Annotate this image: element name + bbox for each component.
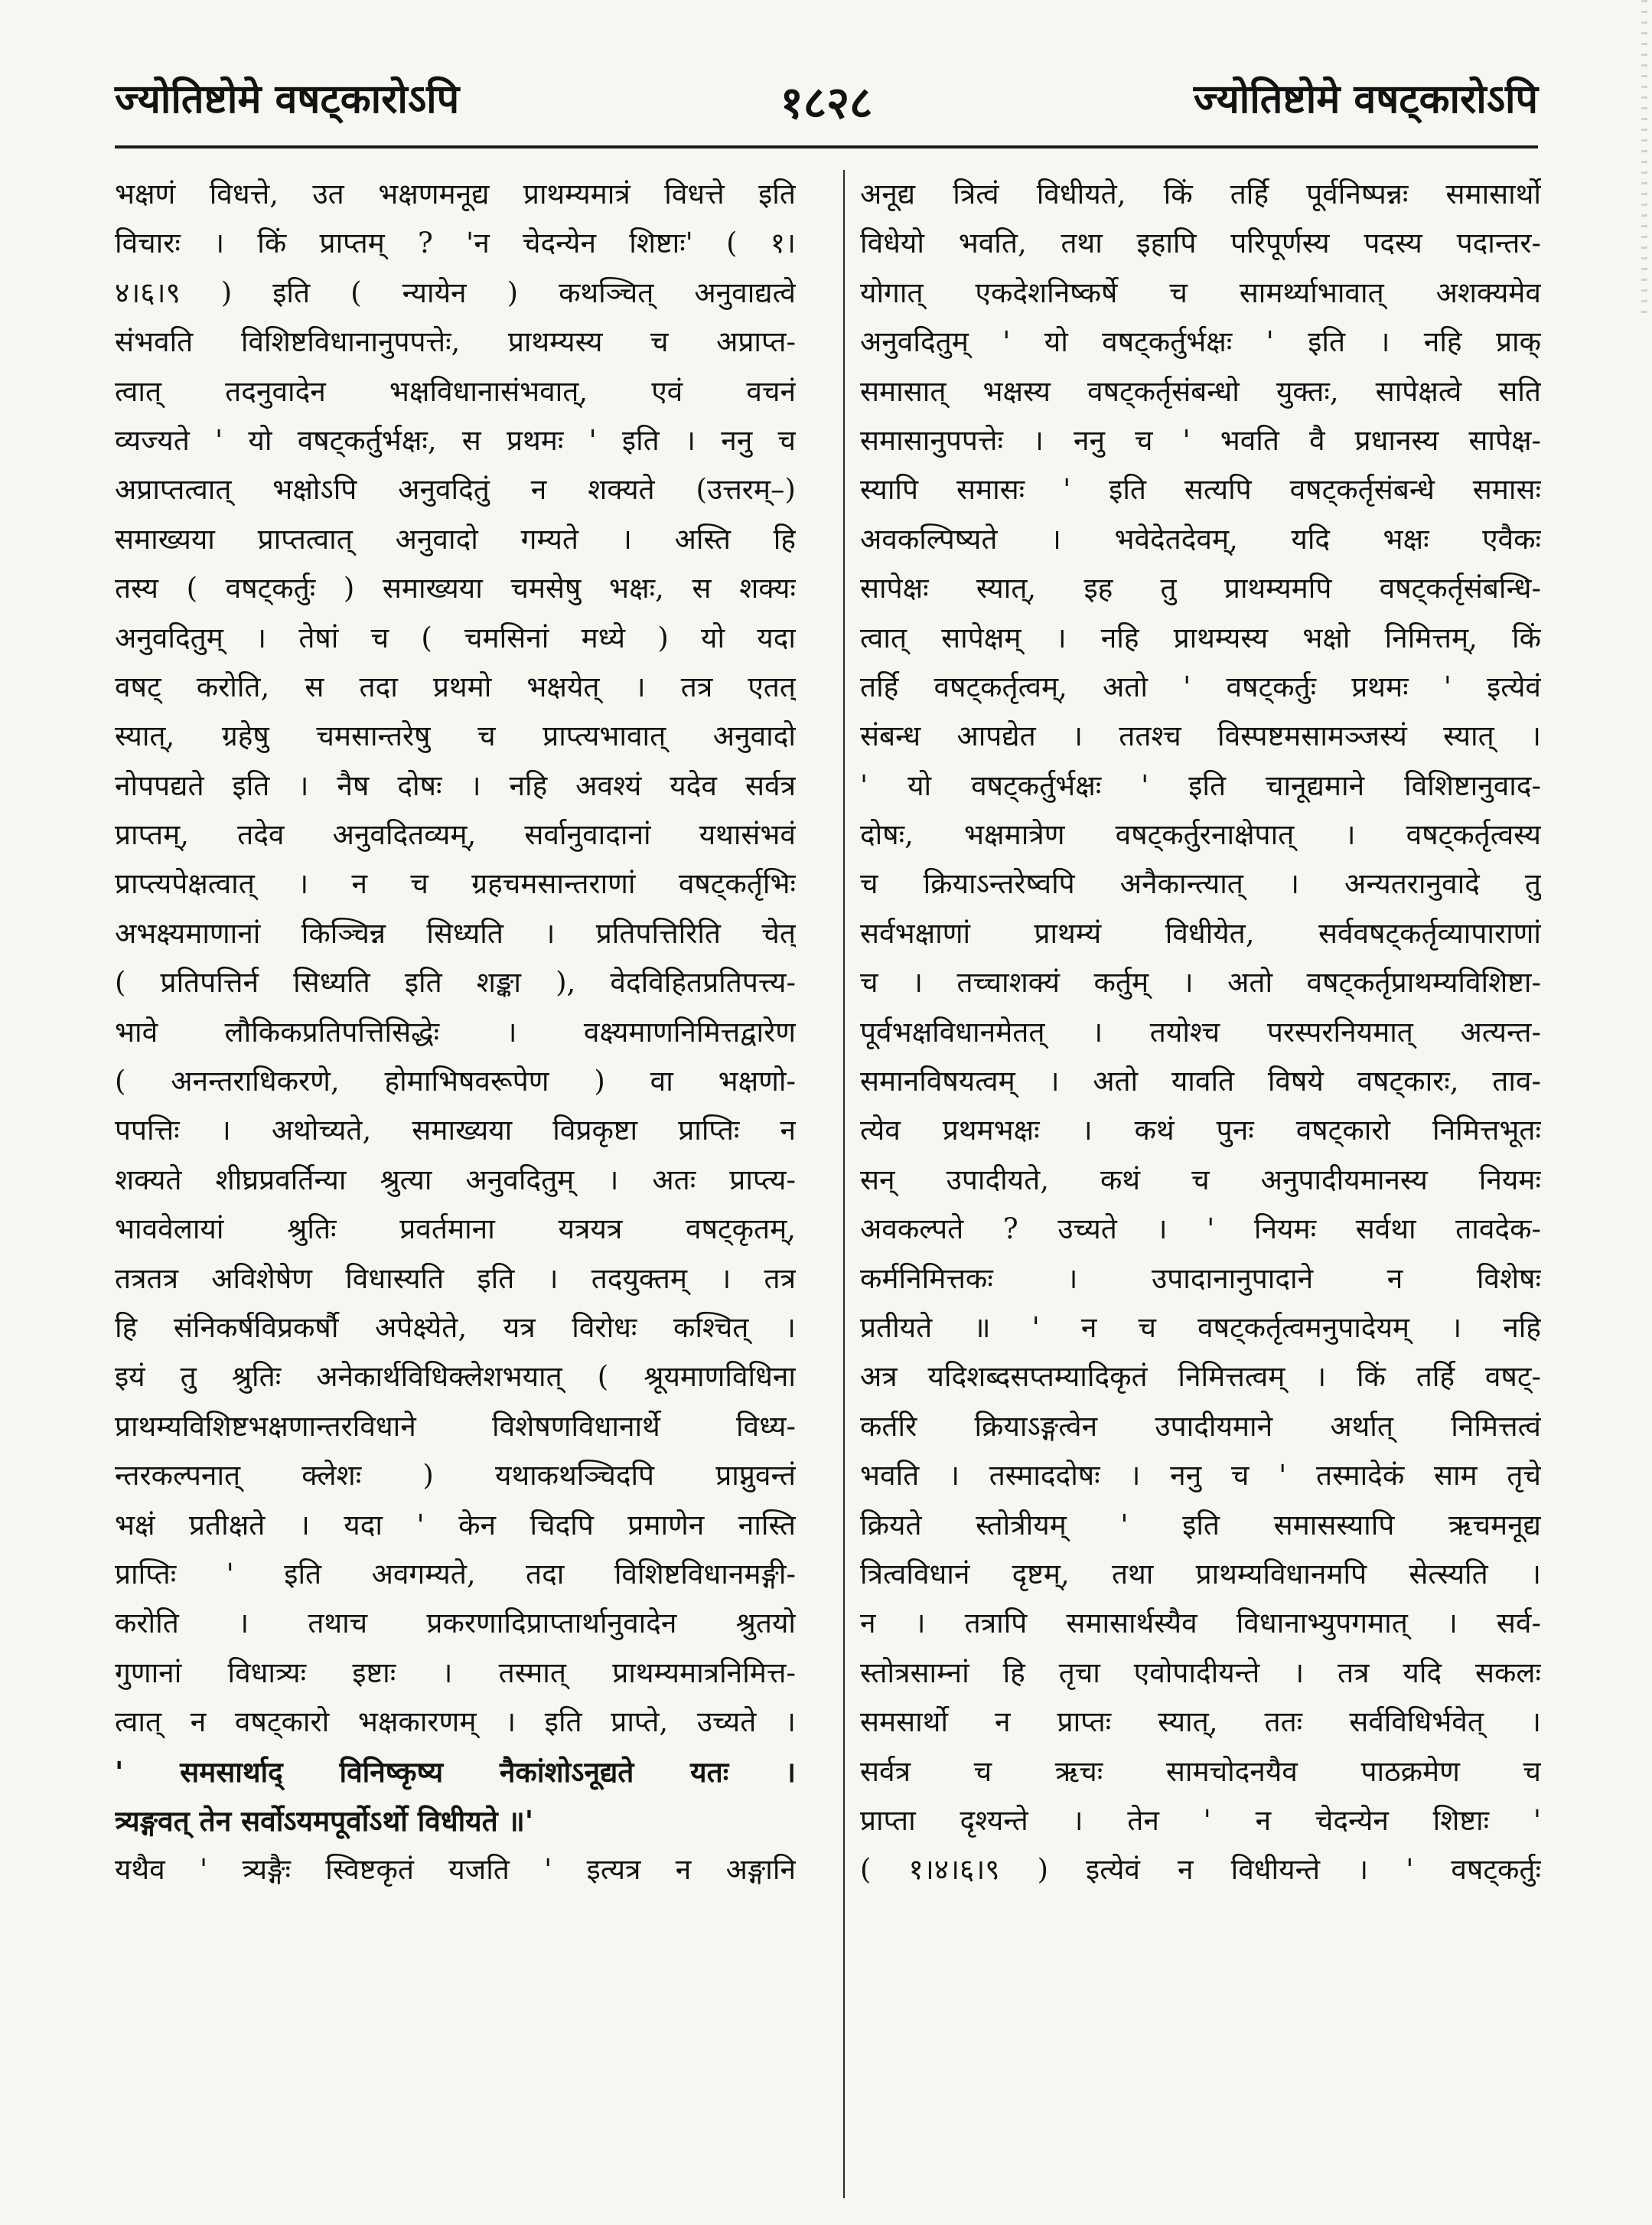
text-line: वषट् करोति, स तदा प्रथमो भक्षयेत् । तत्र एतत्: [115, 670, 796, 703]
text-line: अवकल्पते ? उच्यते । ' नियमः सर्वथा तावदेक-: [860, 1212, 1541, 1246]
scan-edge-marks: [1641, 0, 1647, 321]
text-line: त्वात् न वषट्कारो भक्षकारणम् । इति प्राप्ते, उच्यते ।: [115, 1705, 796, 1739]
text-line: संभवति विशिष्टविधानानुपपत्तेः, प्राथम्यस्य च अप्राप्त-: [115, 325, 796, 359]
text-line: प्राप्ता दृश्यन्ते । तेन ' न चेदन्येन शिष्टाः ': [860, 1803, 1541, 1837]
text-line: योगात् एकदेशनिष्कर्षे च सामर्थ्याभावात् अशक्यमेव: [860, 276, 1541, 309]
text-line: च । तच्चाशक्यं कर्तुम् । अतो वषट्कर्तृप्राथम्यविशिष्टा-: [860, 966, 1541, 1000]
text-line: भक्षणं विधत्ते, उत भक्षणमनूद्य प्राथम्यमात्रं विधत्ते इति: [115, 178, 796, 210]
text-line: ' समसार्थाद् विनिष्कृष्य नैकांशोऽनूद्यते यतः ।: [115, 1754, 796, 1789]
text-line: हि संनिकर्षविप्रकर्षौ अपेक्ष्येते, यत्र विरोधः कश्चित् ।: [115, 1310, 796, 1344]
text-line: ४।६।९ ) इति ( न्यायेन ) कथञ्चित् अनुवाद्यत्वे: [115, 276, 796, 309]
text-line: त्वात् सापेक्षम् । नहि प्राथम्यस्य भक्षो निमित्तम्, किं: [860, 621, 1541, 654]
text-line: क्रियते स्तोत्रीयम् ' इति समासस्यापि ऋचमनूद्य: [860, 1508, 1541, 1542]
text-line: भाववेलायां श्रुतिः प्रवर्तमाना यत्रयत्र वषट्कृतम्,: [115, 1212, 796, 1246]
text-line: कर्मनिमित्तकः । उपादानानुपादाने न विशेषः: [860, 1261, 1541, 1295]
text-line: स्यापि समासः ' इति सत्यपि वषट्कर्तृसंबन्धे समासः: [860, 473, 1541, 507]
right-text-column: [860, 170, 1541, 2206]
text-line: त्येव प्रथमभक्षः । कथं पुनः वषट्कारो निमित्तभूतः: [860, 1114, 1541, 1147]
text-line: व्यज्यते ' यो वषट्कर्तुर्भक्षः, स प्रथमः ' इति । ननु च: [115, 423, 796, 457]
text-line: स्तोत्रसाम्नां हि तृचा एवोपादीयन्ते । तत्र यदि सकलः: [860, 1656, 1541, 1689]
text-line: तर्हि वषट्कर्तृत्वम्, अतो ' वषट्कर्तुः प्रथमः ' इत्येवं: [860, 670, 1541, 703]
text-line: प्राप्तिः ' इति अवगम्यते, तदा विशिष्टविधानमङ्गी-: [115, 1557, 796, 1590]
text-line: करोति । तथाच प्रकरणादिप्राप्तार्थानुवादेन श्रुतयो: [115, 1607, 796, 1640]
text-line: न्तरकल्पनात् क्लेशः ) यथाकथञ्चिदपि प्राप्नुवन्तं: [115, 1459, 796, 1493]
text-line: अनुवदितुम् ' यो वषट्कर्तुर्भक्षः ' इति । नहि प्राक्: [860, 325, 1541, 359]
text-line: त्वात् तदनुवादेन भक्षविधानासंभवात्, एवं वचनं: [115, 374, 796, 408]
text-line: ( अनन्तराधिकरणे, होमाभिषवरूपेण ) वा भक्षणो-: [115, 1065, 796, 1098]
text-line: समासात् भक्षस्य वषट्कर्तृसंबन्धो युक्तः, सापेक्षत्वे सति: [860, 374, 1541, 408]
text-line: अभक्ष्यमाणानां किञ्चिन्न सिध्यति । प्रतिपत्तिरिति चेत्: [115, 916, 796, 950]
text-line: भक्षं प्रतीक्षते । यदा ' केन चिदपि प्रमाणेन नास्ति: [115, 1508, 796, 1542]
text-line: समसार्थो न प्राप्तः स्यात्, ततः सर्वविधिर्भवेत् ।: [860, 1705, 1541, 1739]
text-line: त्रित्वविधानं दृष्टम्, तथा प्राथम्यविधानमपि सेत्स्यति ।: [860, 1557, 1541, 1590]
text-line: अवकल्पिष्यते । भवेदेतदेवम्, यदि भक्षः एवैकः: [860, 522, 1541, 556]
text-line: भवति । तस्माददोषः । ननु च ' तस्मादेकं साम तृचे: [860, 1459, 1541, 1493]
text-line: इयं तु श्रुतिः अनेकार्थविधिक्लेशभयात् ( श्रूयमाणविधिना: [115, 1360, 796, 1394]
text-line: अनूद्य त्रित्वं विधीयते, किं तर्हि पूर्वनिष्पन्नः समासार्थो: [860, 178, 1541, 210]
text-line: च क्रियाऽन्तरेष्वपि अनैकान्त्यात् । अन्यतरानुवादे तु: [860, 867, 1541, 901]
text-line: सापेक्षः स्यात्, इह तु प्राथम्यमपि वषट्कर्तृसंबन्धि-: [860, 572, 1541, 605]
text-line: कर्तरि क्रियाऽङ्गत्वेन उपादीयमाने अर्थात् निमित्तत्वं: [860, 1409, 1541, 1443]
text-line: विचारः । किं प्राप्तम् ? 'न चेदन्येन शिष्टाः' ( १।: [115, 227, 796, 260]
text-line: पूर्वभक्षविधानमेतत् । तयोश्च परस्परनियमात् अत्यन्त-: [860, 1015, 1541, 1049]
text-line: अप्राप्तत्वात् भक्षोऽपि अनुवदितुं न शक्यते (उत्तरम्–): [115, 473, 796, 507]
text-line: अत्र यदिशब्दसप्तम्यादिकृतं निमित्तत्वम् । किं तर्हि वषट्-: [860, 1360, 1541, 1394]
text-line: संबन्ध आपद्येत । ततश्च विस्पष्टमसामञ्जस्यं स्यात् ।: [860, 719, 1541, 753]
text-line: तस्य ( वषट्कर्तुः ) समाख्यया चमसेषु भक्षः, स शक्यः: [115, 572, 796, 605]
text-line: यथैव ' त्र्यङ्गैः स्विष्टकृतं यजति ' इत्यत्र न अङ्गानि: [115, 1853, 796, 1887]
text-line: सन् उपादीयते, कथं च अनुपादीयमानस्य नियमः: [860, 1163, 1541, 1196]
left-text-column: [115, 170, 796, 2206]
text-line: अनुवदितुम् । तेषां च ( चमसिनां मध्ये ) यो यदा: [115, 621, 796, 654]
page-number: १८२८: [780, 77, 873, 129]
running-head-left: ज्योतिष्टोमे वषट्कारोऽपि: [115, 76, 460, 122]
text-line: समासानुपपत्तेः । ननु च ' भवति वै प्रधानस्य सापेक्ष-: [860, 423, 1541, 457]
text-line: तत्रतत्र अविशेषेण विधास्यति इति । तदयुक्तम् । तत्र: [115, 1261, 796, 1295]
text-line: ( प्रतिपत्तिर्न सिध्यति इति शङ्का ), वेदविहितप्रतिपत्त्य-: [115, 966, 796, 1000]
running-head-right: ज्योतिष्टोमे वषट्कारोऽपि: [1193, 76, 1538, 122]
text-line: भावे लौकिकप्रतिपत्तिसिद्धेः । वक्ष्यमाणनिमित्तद्वारेण: [115, 1015, 796, 1049]
text-line: गुणानां विधात्र्यः इष्टाः । तस्मात् प्राथम्यमात्रनिमित्त-: [115, 1656, 796, 1689]
text-line: पपत्तिः । अथोच्यते, समाख्यया विप्रकृष्टा प्राप्तिः न: [115, 1114, 796, 1147]
column-divider: [843, 170, 845, 2198]
text-line: नोपपद्यते इति । नैष दोषः । नहि अवश्यं यदेव सर्वत्र: [115, 768, 796, 802]
text-line: प्रतीयते ॥ ' न च वषट्कर्तृत्वमनुपादेयम् । नहि: [860, 1310, 1541, 1344]
text-line: समानविषयत्वम् । अतो यावति विषये वषट्कारः, ताव-: [860, 1065, 1541, 1098]
text-line: प्राप्तम्, तदेव अनुवदितव्यम्, सर्वानुवादानां यथासंभवं: [115, 818, 796, 852]
text-line: स्यात्, ग्रहेषु चमसान्तरेषु च प्राप्त्यभावात् अनुवादो: [115, 719, 796, 753]
text-line: न । तत्रापि समासार्थस्यैव विधानाभ्युपगमात् । सर्व-: [860, 1607, 1541, 1640]
text-line: ' यो वषट्कर्तुर्भक्षः ' इति चानूद्यमाने विशिष्टानुवाद-: [860, 768, 1541, 802]
running-header: [115, 64, 1538, 133]
text-line: प्राथम्यविशिष्टभक्षणान्तरविधाने विशेषणविधानार्थे विध्य-: [115, 1409, 796, 1443]
text-line: प्राप्त्यपेक्षत्वात् । न च ग्रहचमसान्तराणां वषट्कर्तृभिः: [115, 867, 796, 901]
text-line: विधेयो भवति, तथा इहापि परिपूर्णस्य पदस्य पदान्तर-: [860, 227, 1541, 260]
text-line: शक्यते शीघ्रप्रवर्तिन्या श्रुत्या अनुवदितुम् । अतः प्राप्त्य-: [115, 1163, 796, 1196]
text-line: समाख्यया प्राप्तत्वात् अनुवादो गम्यते । अस्ति हि: [115, 522, 796, 556]
text-line: ( १।४।६।९ ) इत्येवं न विधीयन्ते । ' वषट्कर्तुः: [860, 1853, 1541, 1887]
text-line: सर्वत्र च ऋचः सामचोदनयैव पाठक्रमेण च: [860, 1754, 1541, 1788]
text-line: दोषः, भक्षमात्रेण वषट्कर्तुरनाक्षेपात् । वषट्कर्तृत्वस्य: [860, 818, 1541, 852]
header-rule: [115, 145, 1538, 148]
text-line: त्र्यङ्गवत् तेन सर्वोऽयमपूर्वोऽर्थो विधीयते ॥': [115, 1803, 534, 1838]
text-line: सर्वभक्षाणां प्राथम्यं विधीयेत, सर्ववषट्कर्तृव्यापाराणां: [860, 916, 1541, 950]
